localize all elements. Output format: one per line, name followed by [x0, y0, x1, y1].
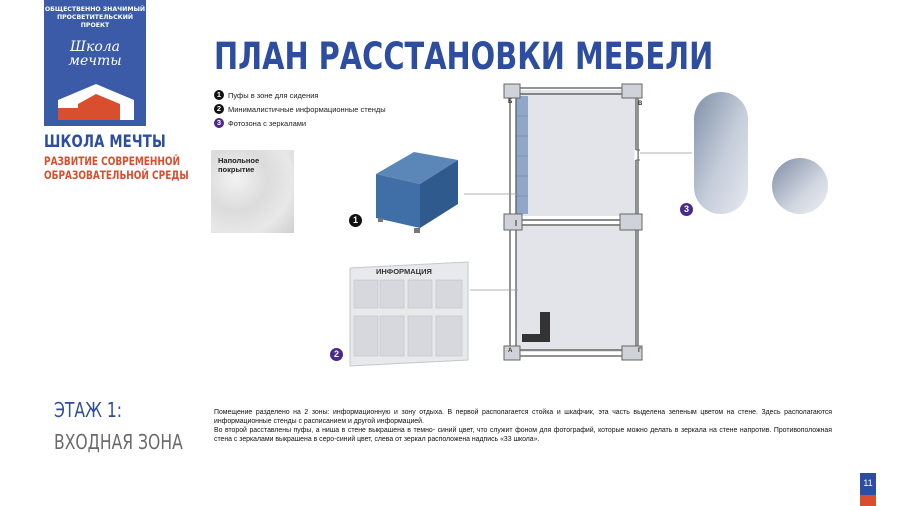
floor-label-line1: Напольное — [218, 156, 260, 165]
brand-banner — [44, 0, 146, 126]
legend-number-1: 1 — [214, 90, 224, 100]
oval-mirror — [694, 92, 748, 214]
brand-title: ШКОЛА МЕЧТЫ — [44, 132, 166, 152]
logo-line1: Школа — [69, 39, 121, 55]
legend — [214, 88, 386, 130]
school-building-icon — [58, 80, 134, 120]
mirrors-image — [690, 90, 840, 220]
pouf-image — [366, 144, 466, 236]
plan-room-lower — [516, 226, 636, 352]
brand-subtitle-line1: РАЗВИТИЕ СОВРЕМЕННОЙ — [44, 154, 181, 168]
plan-label-v: В — [638, 101, 643, 107]
legend-number-2: 2 — [214, 104, 224, 114]
legend-text-2: Минималистичные информационные стенды — [228, 104, 386, 114]
school-logo — [44, 40, 146, 68]
page-number-accent — [860, 495, 876, 506]
plan-niche — [516, 96, 528, 214]
brand-subtitle — [44, 155, 189, 182]
plan-label-b: Б — [508, 99, 513, 105]
floor-number: ЭТАЖ 1: — [54, 398, 123, 422]
floor-plan — [460, 80, 680, 370]
zone-name: ВХОДНАЯ ЗОНА — [54, 430, 183, 454]
legend-number-3: 3 — [214, 118, 224, 128]
floor-texture-label — [218, 156, 278, 174]
round-mirror — [772, 158, 828, 214]
legend-item-1 — [214, 88, 386, 102]
legend-item-3 — [214, 116, 386, 130]
callout-board: 2 — [330, 348, 343, 361]
info-board-image — [346, 260, 472, 368]
brand-project-caption — [44, 6, 146, 30]
plan-label-a: А — [508, 348, 513, 354]
info-board-title: ИНФОРМАЦИЯ — [376, 267, 432, 276]
brand-caption-line1: ОБЩЕСТВЕННО ЗНАЧИМЫЙ — [44, 6, 146, 13]
description-paragraph-1: Помещение разделено на 2 зоны: информационную и зону отдыха. В первой располагается стойка и шкафчик, эта часть выделена зеленым цветом на стене. Здесь располагаются информационные стенды с расписанием и другой информацией. — [214, 409, 832, 425]
description-text — [214, 408, 832, 444]
description-paragraph-2: Во второй расставлены пуфы, а ниша в стене выкрашена в темно- синий цвет, что служит фоном для фотографий, которые можно делать в зеркала на стене напротив. Противоположная стена с зеркалами выкрашена в серо-синий цвет, слева от зеркал расположена надпись «33 школа». — [214, 427, 832, 443]
legend-text-1: Пуфы в зоне для сидения — [228, 90, 319, 100]
floor-label-line2: покрытие — [218, 165, 255, 174]
brand-caption-line2: ПРОСВЕТИТЕЛЬСКИЙ ПРОЕКТ — [56, 14, 134, 29]
plan-room-upper — [516, 90, 636, 216]
callout-mirrors: 3 — [680, 203, 693, 216]
plan-label-g: Г — [638, 348, 642, 354]
logo-line2: мечты — [68, 53, 122, 69]
floor-texture-sample — [211, 150, 294, 233]
page-number: 11 — [863, 478, 873, 488]
page-title: ПЛАН РАССТАНОВКИ МЕБЕЛИ — [214, 35, 714, 78]
legend-text-3: Фотозона с зеркалами — [228, 118, 307, 128]
legend-item-2 — [214, 102, 386, 116]
callout-pouf: 1 — [349, 214, 362, 227]
brand-subtitle-line2: ОБРАЗОВАТЕЛЬНОЙ СРЕДЫ — [44, 167, 189, 182]
